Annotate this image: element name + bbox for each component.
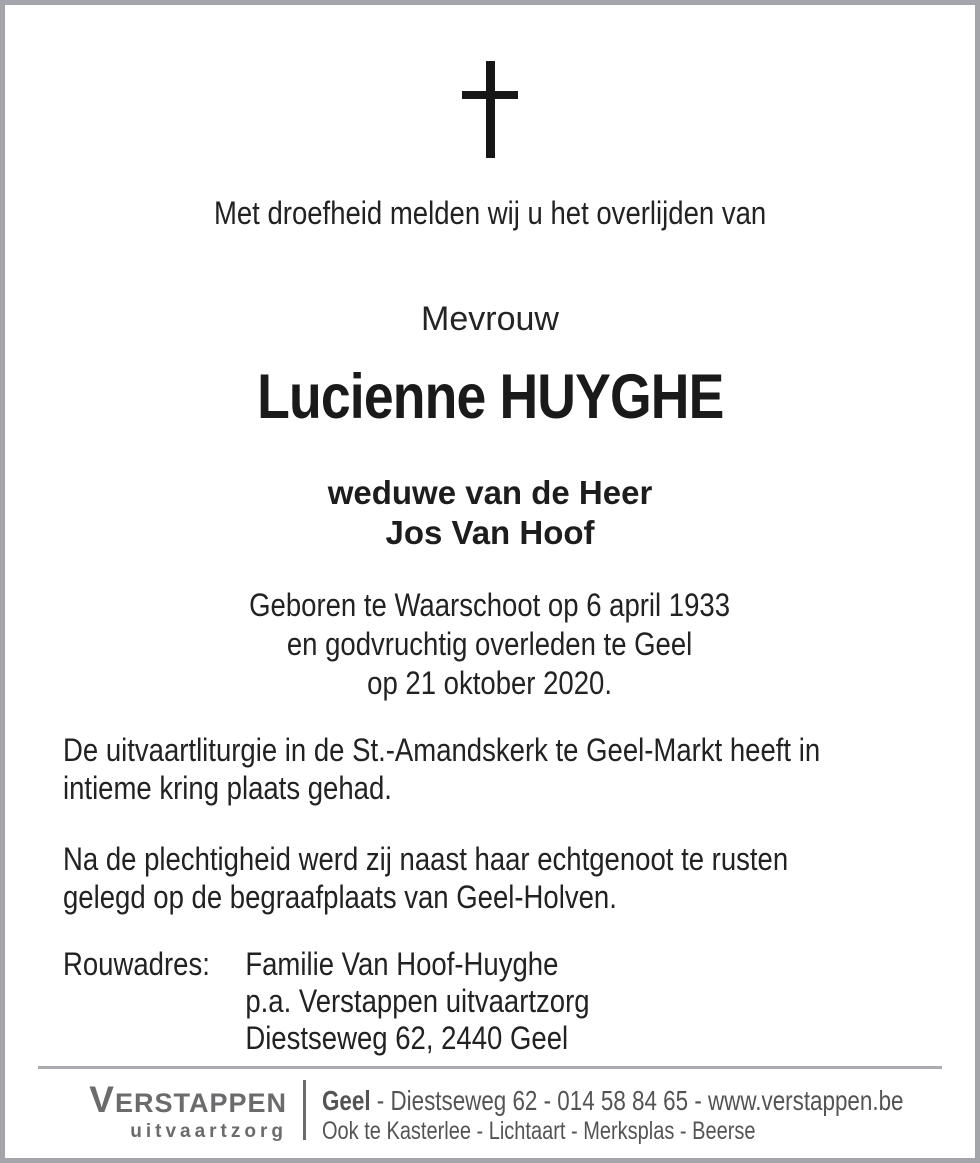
brand-subtitle: uitvaartzorg (130, 1121, 287, 1142)
cross-horizontal-bar (462, 91, 518, 99)
burial-line-1: Na de plechtigheid werd zij naast haar echtgenoot te rusten (63, 841, 789, 877)
mourning-address-line-3: Diestseweg 62, 2440 Geel (245, 1020, 569, 1056)
burial-paragraph-inner (63, 840, 847, 916)
mourning-address-lines (245, 946, 589, 1057)
footer-locations-line: Ook te Kasterlee - Lichtaart - Merksplas - Beerse (322, 1117, 756, 1145)
life-dates-inner (250, 586, 731, 703)
mourning-address-row (63, 946, 847, 1057)
brand-wordmark (89, 1079, 287, 1120)
relation-line-2: Jos Van Hoof (385, 514, 595, 551)
mourning-address-label: Rouwadres: (63, 946, 210, 982)
died-line-1: en godvruchtig overleden te Geel (287, 626, 693, 662)
mourning-address-inner (63, 946, 847, 1057)
mourning-address-line-1: Familie Van Hoof-Huyghe (245, 946, 559, 982)
relation-line-1: weduwe van de Heer (327, 474, 653, 511)
relation-block (5, 473, 975, 553)
burial-line-2: gelegd op de begraafplaats van Geel-Holven. (63, 879, 617, 915)
mourning-address-line-2: p.a. Verstappen uitvaartzorg (245, 983, 590, 1019)
cross-vertical-bar (486, 61, 495, 158)
funeral-line-1: De uitvaartliturgie in de St.-Amandskerk te Geel-Markt heeft in (63, 732, 821, 768)
deceased-name-text: Lucienne HUYGHE (256, 362, 724, 432)
burial-paragraph (63, 840, 975, 916)
footer-city: Geel (322, 1085, 371, 1116)
intro-text: Met droefheid melden wij u het overlijden van (213, 195, 767, 231)
deceased-name (5, 363, 975, 431)
footer-address (322, 1080, 980, 1146)
footer-divider (38, 1066, 942, 1069)
died-line-2: op 21 oktober 2020. (367, 665, 613, 701)
life-dates-block (5, 586, 975, 703)
footer-vertical-divider (303, 1080, 306, 1140)
cross-icon (462, 61, 518, 158)
brand-rest: ERSTAPPEN (114, 1088, 287, 1118)
funeral-paragraph (63, 731, 975, 807)
brand-logo (73, 1080, 287, 1142)
footer (73, 1080, 975, 1146)
born-line: Geboren te Waarschoot op 6 april 1933 (249, 587, 731, 623)
salutation-text: Mevrouw (421, 300, 559, 338)
mourning-address-block (63, 946, 975, 1057)
funeral-line-2: intieme kring plaats gehad. (63, 770, 392, 806)
funeral-paragraph-inner (63, 731, 847, 807)
salutation (5, 299, 975, 339)
brand-initial: V (89, 1079, 115, 1120)
footer-address-line-1 (322, 1084, 903, 1117)
footer-address-rest: - Diestseweg 62 - 014 58 84 65 - www.verstappen.be (370, 1085, 904, 1116)
intro-line (5, 195, 975, 231)
